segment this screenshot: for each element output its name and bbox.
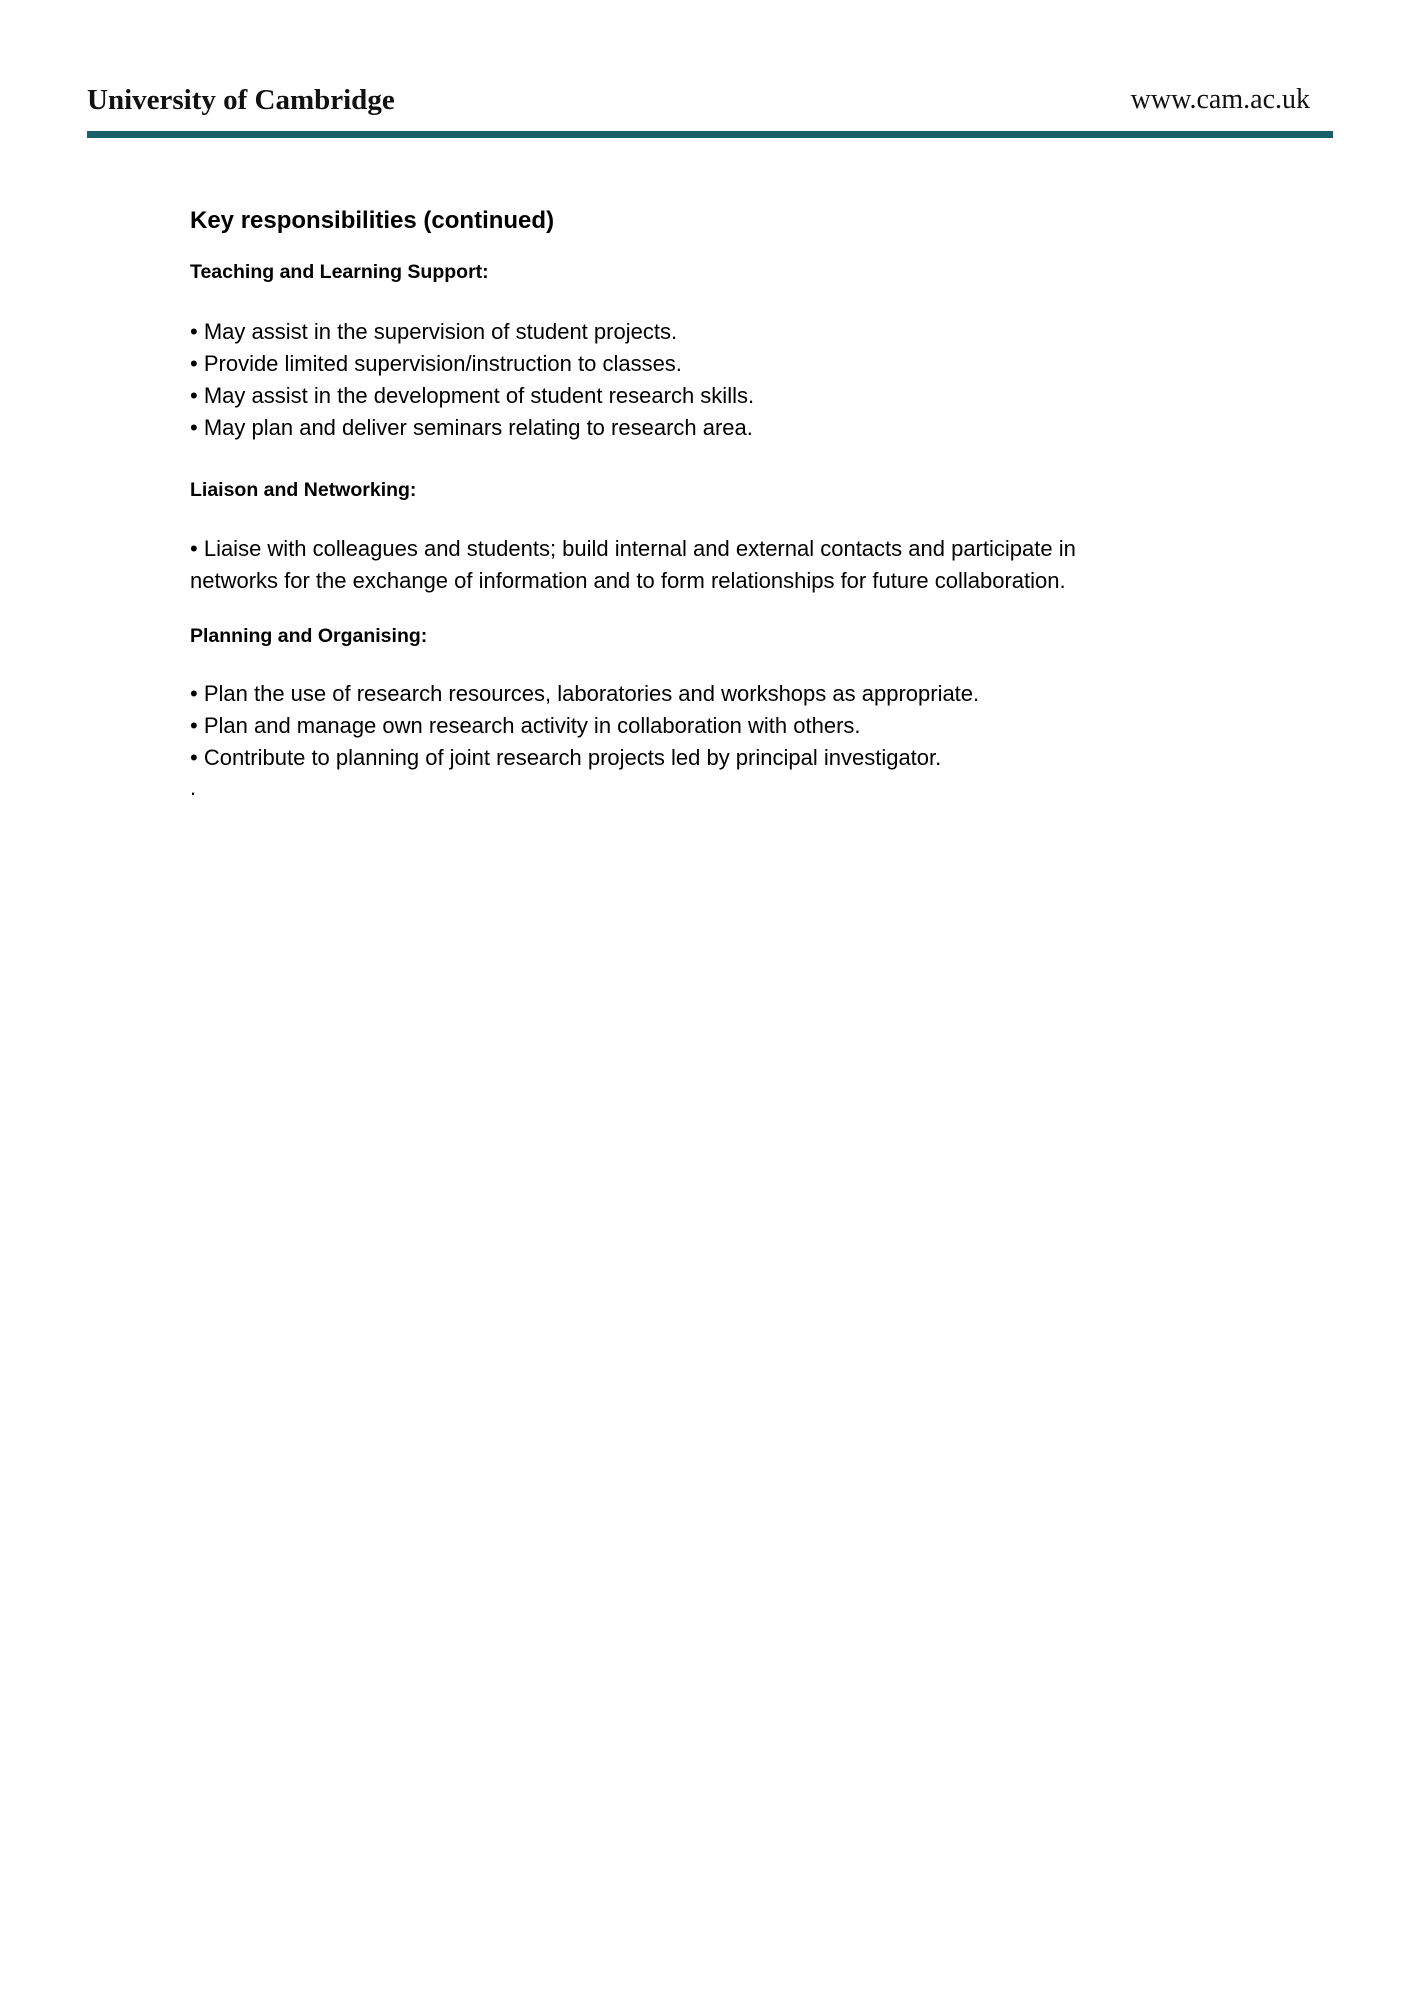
list-item: • May assist in the supervision of student projects. [190, 316, 677, 348]
list-item: • Provide limited supervision/instruction to classes. [190, 348, 682, 380]
section-heading-teaching: Teaching and Learning Support: [190, 261, 489, 283]
trailing-mark: . [190, 775, 197, 800]
website-url: www.cam.ac.uk [1130, 84, 1310, 115]
page-title: Key responsibilities (continued) [190, 207, 555, 234]
institution-name: University of Cambridge [87, 84, 395, 116]
section-heading-planning: Planning and Organising: [190, 625, 428, 647]
header-rule [87, 131, 1333, 138]
list-item-line-1: • Liaise with colleagues and students; build internal and external contacts and participate in [190, 533, 1076, 565]
list-item: • Contribute to planning of joint research projects led by principal investigator. [190, 742, 941, 774]
list-item: • May assist in the development of student research skills. [190, 380, 754, 412]
list-item-line-2: networks for the exchange of information and to form relationships for future collaboration. [190, 568, 1066, 593]
list-item: • May plan and deliver seminars relating to research area. [190, 412, 753, 444]
list-item: • Plan the use of research resources, laboratories and workshops as appropriate. [190, 678, 979, 710]
list-item: • Plan and manage own research activity in collaboration with others. [190, 710, 861, 742]
section-heading-liaison: Liaison and Networking: [190, 479, 417, 501]
